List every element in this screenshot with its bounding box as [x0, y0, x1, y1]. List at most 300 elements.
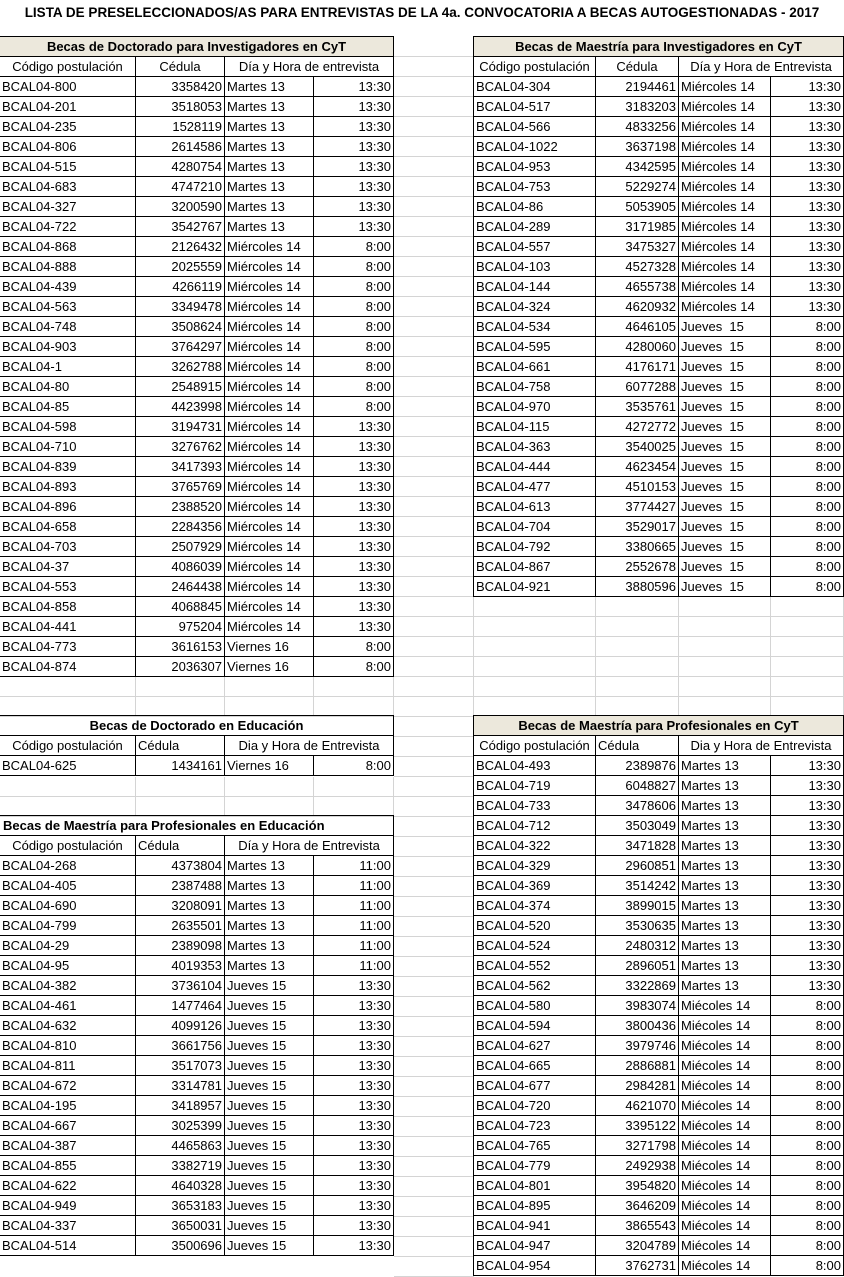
cell-cedula: 4646105 — [596, 317, 679, 337]
cell-codigo: BCAL04-566 — [474, 117, 596, 137]
grid-cell — [136, 677, 225, 697]
grid-cell — [394, 137, 474, 157]
cell-dia: Miércoles 14 — [225, 477, 314, 497]
cell-hora: 13:30 — [314, 1056, 394, 1076]
cell-dia: Martes 13 — [225, 197, 314, 217]
cell-hora: 8:00 — [771, 317, 844, 337]
cell-hora: 8:00 — [771, 377, 844, 397]
grid-cell — [394, 857, 474, 877]
cell-dia: Martes 13 — [225, 856, 314, 876]
cell-dia: Jueves 15 — [679, 357, 771, 377]
cell-hora: 8:00 — [771, 1236, 844, 1256]
cell-cedula: 3358420 — [136, 77, 225, 97]
cell-hora: 13:30 — [314, 1156, 394, 1176]
cell-cedula: 3395122 — [596, 1116, 679, 1136]
cell-cedula: 2480312 — [596, 936, 679, 956]
cell-codigo: BCAL04-858 — [0, 597, 136, 617]
cell-cedula: 3194731 — [136, 417, 225, 437]
grid-cell — [225, 677, 314, 697]
cell-codigo: BCAL04-719 — [474, 776, 596, 796]
grid-cell — [394, 57, 474, 77]
cell-dia: Miércoles 14 — [679, 157, 771, 177]
cell-codigo: BCAL04-779 — [474, 1156, 596, 1176]
cell-hora: 8:00 — [314, 237, 394, 257]
cell-dia: Miércoles 14 — [679, 277, 771, 297]
grid-cell — [394, 77, 474, 97]
cell-dia: Martes 13 — [679, 896, 771, 916]
cell-hora: 8:00 — [314, 637, 394, 657]
cell-hora: 13:30 — [314, 1116, 394, 1136]
cell-cedula: 4620932 — [596, 297, 679, 317]
page-title: LISTA DE PRESELECCIONADOS/AS PARA ENTREVISTAS DE LA 4a. CONVOCATORIA A BECAS AUTOGESTIONADAS - 2017 — [24, 5, 820, 20]
cell-codigo: BCAL04-115 — [474, 417, 596, 437]
cell-cedula: 3800436 — [596, 1016, 679, 1036]
grid-cell — [596, 677, 679, 697]
cell-hora: 13:30 — [314, 117, 394, 137]
cell-dia: Jueves 15 — [679, 397, 771, 417]
cell-hora: 13:30 — [314, 617, 394, 637]
cell-dia: Jueves 15 — [679, 537, 771, 557]
cell-codigo: BCAL04-327 — [0, 197, 136, 217]
grid-cell — [394, 497, 474, 517]
cell-hora: 8:00 — [771, 1076, 844, 1096]
table-title: Becas de Maestría para Investigadores en CyT — [474, 37, 844, 57]
cell-dia: Viernes 16 — [225, 756, 314, 776]
cell-dia: Miércoles 14 — [225, 297, 314, 317]
cell-cedula: 2507929 — [136, 537, 225, 557]
cell-hora: 13:30 — [771, 936, 844, 956]
cell-cedula: 3508624 — [136, 317, 225, 337]
grid-cell — [394, 917, 474, 937]
cell-hora: 8:00 — [314, 257, 394, 277]
column-header-codigo: Código postulación — [0, 57, 136, 77]
grid-cell — [394, 897, 474, 917]
cell-codigo: BCAL04-329 — [474, 856, 596, 876]
grid-cell — [394, 797, 474, 817]
cell-dia: Martes 13 — [225, 876, 314, 896]
cell-dia: Jueves 15 — [225, 976, 314, 996]
cell-codigo: BCAL04-86 — [474, 197, 596, 217]
cell-codigo: BCAL04-888 — [0, 257, 136, 277]
grid-cell — [394, 357, 474, 377]
cell-hora: 13:30 — [771, 137, 844, 157]
cell-hora: 13:30 — [771, 836, 844, 856]
cell-codigo: BCAL04-792 — [474, 537, 596, 557]
cell-cedula: 3380665 — [596, 537, 679, 557]
grid-cell — [679, 637, 771, 657]
cell-hora: 13:30 — [314, 1236, 394, 1256]
cell-dia: Jueves 15 — [679, 317, 771, 337]
grid-cell — [394, 817, 474, 837]
cell-cedula: 2464438 — [136, 577, 225, 597]
cell-dia: Martes 13 — [679, 856, 771, 876]
cell-dia: Miércoles 14 — [679, 137, 771, 157]
cell-cedula: 3417393 — [136, 457, 225, 477]
cell-cedula: 1434161 — [136, 756, 225, 776]
cell-cedula: 3865543 — [596, 1216, 679, 1236]
cell-cedula: 4266119 — [136, 277, 225, 297]
cell-dia: Miércoles 14 — [225, 317, 314, 337]
cell-cedula: 4086039 — [136, 557, 225, 577]
cell-hora: 8:00 — [314, 297, 394, 317]
cell-cedula: 2194461 — [596, 77, 679, 97]
grid-cell — [394, 297, 474, 317]
cell-dia: Jueves 15 — [679, 477, 771, 497]
grid-cell — [394, 837, 474, 857]
cell-hora: 13:30 — [771, 976, 844, 996]
cell-cedula: 3661756 — [136, 1036, 225, 1056]
grid-cell — [394, 717, 474, 737]
cell-cedula: 3983074 — [596, 996, 679, 1016]
cell-codigo: BCAL04-801 — [474, 1176, 596, 1196]
cell-hora: 13:30 — [314, 197, 394, 217]
cell-codigo: BCAL04-514 — [0, 1236, 136, 1256]
cell-hora: 11:00 — [314, 916, 394, 936]
cell-cedula: 3314781 — [136, 1076, 225, 1096]
cell-dia: Martes 13 — [679, 876, 771, 896]
cell-codigo: BCAL04-520 — [474, 916, 596, 936]
cell-dia: Martes 13 — [679, 976, 771, 996]
grid-cell — [596, 597, 679, 617]
cell-cedula: 6077288 — [596, 377, 679, 397]
column-header-codigo: Código postulación — [0, 736, 136, 756]
cell-hora: 13:30 — [771, 257, 844, 277]
cell-hora: 13:30 — [314, 1016, 394, 1036]
grid-cell — [314, 697, 394, 717]
cell-codigo: BCAL04-405 — [0, 876, 136, 896]
cell-cedula: 3514242 — [596, 876, 679, 896]
grid-cell — [394, 537, 474, 557]
cell-dia: Martes 13 — [225, 77, 314, 97]
cell-codigo: BCAL04-595 — [474, 337, 596, 357]
grid-cell — [596, 617, 679, 637]
cell-dia: Miércoles 14 — [225, 457, 314, 477]
cell-cedula: 4510153 — [596, 477, 679, 497]
cell-dia: Miércoles 14 — [225, 337, 314, 357]
cell-dia: Viernes 16 — [225, 657, 314, 677]
cell-cedula: 3322869 — [596, 976, 679, 996]
cell-cedula: 3271798 — [596, 1136, 679, 1156]
grid-cell — [771, 597, 844, 617]
cell-cedula: 3262788 — [136, 357, 225, 377]
cell-dia: Viernes 16 — [225, 637, 314, 657]
cell-dia: Miércoles 14 — [225, 517, 314, 537]
cell-hora: 11:00 — [314, 896, 394, 916]
cell-cedula: 2886881 — [596, 1056, 679, 1076]
grid-cell — [394, 1197, 474, 1217]
cell-codigo: BCAL04-1022 — [474, 137, 596, 157]
cell-cedula: 3382719 — [136, 1156, 225, 1176]
cell-cedula: 2960851 — [596, 856, 679, 876]
cell-codigo: BCAL04-690 — [0, 896, 136, 916]
cell-hora: 13:30 — [314, 996, 394, 1016]
cell-codigo: BCAL04-810 — [0, 1036, 136, 1056]
cell-codigo: BCAL04-800 — [0, 77, 136, 97]
cell-hora: 11:00 — [314, 856, 394, 876]
grid-cell — [394, 1117, 474, 1137]
cell-hora: 8:00 — [314, 657, 394, 677]
cell-hora: 13:30 — [314, 477, 394, 497]
cell-codigo: BCAL04-665 — [474, 1056, 596, 1076]
cell-dia: Jueves 15 — [679, 457, 771, 477]
grid-cell — [314, 677, 394, 697]
cell-dia: Miércoles 14 — [679, 77, 771, 97]
cell-hora: 8:00 — [771, 397, 844, 417]
cell-cedula: 2284356 — [136, 517, 225, 537]
cell-dia: Miércoles 14 — [679, 257, 771, 277]
cell-hora: 8:00 — [314, 317, 394, 337]
cell-cedula: 2552678 — [596, 557, 679, 577]
cell-codigo: BCAL04-563 — [0, 297, 136, 317]
cell-codigo: BCAL04-953 — [474, 157, 596, 177]
cell-dia: Miécoles 14 — [679, 1096, 771, 1116]
cell-cedula: 2984281 — [596, 1076, 679, 1096]
grid-cell — [394, 957, 474, 977]
grid-cell — [314, 797, 394, 817]
grid-cell — [474, 637, 596, 657]
cell-cedula: 4640328 — [136, 1176, 225, 1196]
cell-dia: Miércoles 14 — [225, 617, 314, 637]
grid-cell — [394, 1017, 474, 1037]
column-header-cedula: Cédula — [596, 57, 679, 77]
grid-cell — [394, 177, 474, 197]
cell-hora: 13:30 — [771, 117, 844, 137]
cell-hora: 13:30 — [771, 77, 844, 97]
grid-cell — [225, 697, 314, 717]
cell-codigo: BCAL04-37 — [0, 557, 136, 577]
cell-hora: 8:00 — [771, 1196, 844, 1216]
cell-cedula: 2635501 — [136, 916, 225, 936]
grid-cell — [136, 777, 225, 797]
cell-cedula: 4623454 — [596, 457, 679, 477]
cell-hora: 8:00 — [771, 1056, 844, 1076]
grid-cell — [474, 657, 596, 677]
cell-codigo: BCAL04-534 — [474, 317, 596, 337]
cell-cedula: 4527328 — [596, 257, 679, 277]
cell-dia: Miécoles 14 — [679, 1116, 771, 1136]
cell-codigo: BCAL04-704 — [474, 517, 596, 537]
cell-dia: Miércoles 14 — [225, 277, 314, 297]
cell-codigo: BCAL04-517 — [474, 97, 596, 117]
grid-cell — [394, 997, 474, 1017]
grid-cell — [394, 677, 474, 697]
grid-cell — [394, 97, 474, 117]
cell-cedula: 4280754 — [136, 157, 225, 177]
cell-hora: 13:30 — [771, 856, 844, 876]
cell-dia: Miécoles 14 — [679, 1196, 771, 1216]
grid-cell — [771, 637, 844, 657]
cell-codigo: BCAL04-304 — [474, 77, 596, 97]
grid-cell — [679, 697, 771, 717]
cell-dia: Martes 13 — [225, 157, 314, 177]
cell-dia: Jueves 15 — [225, 1116, 314, 1136]
cell-codigo: BCAL04-625 — [0, 756, 136, 776]
cell-codigo: BCAL04-896 — [0, 497, 136, 517]
cell-codigo: BCAL04-632 — [0, 1016, 136, 1036]
cell-hora: 13:30 — [771, 756, 844, 776]
grid-cell — [394, 877, 474, 897]
cell-hora: 11:00 — [314, 936, 394, 956]
cell-dia: Martes 13 — [679, 936, 771, 956]
grid-cell — [394, 277, 474, 297]
cell-cedula: 3471828 — [596, 836, 679, 856]
cell-hora: 8:00 — [771, 996, 844, 1016]
cell-cedula: 3171985 — [596, 217, 679, 237]
cell-cedula: 3535761 — [596, 397, 679, 417]
table-title: Becas de Maestría para Profesionales en CyT — [474, 716, 844, 736]
cell-cedula: 3349478 — [136, 297, 225, 317]
cell-hora: 13:30 — [314, 1096, 394, 1116]
cell-codigo: BCAL04-677 — [474, 1076, 596, 1096]
cell-cedula: 1477464 — [136, 996, 225, 1016]
grid-cell — [394, 1077, 474, 1097]
cell-dia: Martes 13 — [225, 97, 314, 117]
grid-cell — [394, 157, 474, 177]
cell-cedula: 3183203 — [596, 97, 679, 117]
grid-cell — [394, 477, 474, 497]
cell-cedula: 3765769 — [136, 477, 225, 497]
grid-cell — [394, 1157, 474, 1177]
cell-dia: Miércoles 14 — [679, 197, 771, 217]
cell-hora: 13:30 — [314, 597, 394, 617]
cell-dia: Miécoles 14 — [679, 1156, 771, 1176]
cell-hora: 13:30 — [771, 896, 844, 916]
cell-codigo: BCAL04-710 — [0, 437, 136, 457]
column-header-cedula: Cédula — [136, 736, 225, 756]
grid-cell — [394, 337, 474, 357]
cell-codigo: BCAL04-895 — [474, 1196, 596, 1216]
cell-codigo: BCAL04-622 — [0, 1176, 136, 1196]
cell-codigo: BCAL04-712 — [474, 816, 596, 836]
cell-hora: 13:30 — [771, 177, 844, 197]
cell-cedula: 3475327 — [596, 237, 679, 257]
cell-hora: 13:30 — [314, 1036, 394, 1056]
grid-cell — [394, 1037, 474, 1057]
cell-dia: Miércoles 14 — [679, 217, 771, 237]
cell-cedula: 4423998 — [136, 397, 225, 417]
cell-dia: Martes 13 — [679, 836, 771, 856]
cell-hora: 13:30 — [771, 816, 844, 836]
cell-codigo: BCAL04-557 — [474, 237, 596, 257]
cell-hora: 8:00 — [771, 357, 844, 377]
cell-dia: Miécoles 14 — [679, 1056, 771, 1076]
cell-dia: Miécoles 14 — [679, 996, 771, 1016]
grid-cell — [394, 1097, 474, 1117]
cell-cedula: 3736104 — [136, 976, 225, 996]
cell-dia: Miércoles 14 — [225, 397, 314, 417]
cell-dia: Miércoles 14 — [225, 417, 314, 437]
grid-cell — [394, 457, 474, 477]
grid-cell — [394, 417, 474, 437]
cell-cedula: 3276762 — [136, 437, 225, 457]
cell-dia: Jueves 15 — [225, 1176, 314, 1196]
cell-codigo: BCAL04-1 — [0, 357, 136, 377]
cell-hora: 8:00 — [771, 557, 844, 577]
cell-hora: 8:00 — [771, 1016, 844, 1036]
cell-dia: Jueves 15 — [679, 377, 771, 397]
grid-cell — [394, 657, 474, 677]
cell-codigo: BCAL04-324 — [474, 297, 596, 317]
cell-dia: Miécoles 14 — [679, 1076, 771, 1096]
cell-dia: Miércoles 14 — [225, 497, 314, 517]
cell-cedula: 3762731 — [596, 1256, 679, 1276]
grid-cell — [596, 657, 679, 677]
cell-cedula: 3899015 — [596, 896, 679, 916]
cell-cedula: 2388520 — [136, 497, 225, 517]
cell-cedula: 975204 — [136, 617, 225, 637]
grid-cell — [394, 617, 474, 637]
grid-cell — [394, 317, 474, 337]
cell-codigo: BCAL04-444 — [474, 457, 596, 477]
cell-dia: Miércoles 14 — [225, 577, 314, 597]
grid-cell — [225, 797, 314, 817]
grid-cell — [394, 737, 474, 757]
cell-dia: Jueves 15 — [225, 1156, 314, 1176]
grid-cell — [394, 237, 474, 257]
cell-hora: 13:30 — [314, 217, 394, 237]
cell-hora: 8:00 — [771, 417, 844, 437]
grid-cell — [394, 1257, 474, 1277]
grid-cell — [0, 697, 136, 717]
cell-cedula: 3616153 — [136, 637, 225, 657]
cell-hora: 13:30 — [314, 517, 394, 537]
cell-cedula: 3650031 — [136, 1216, 225, 1236]
grid-cell — [0, 797, 136, 817]
grid-cell — [0, 777, 136, 797]
cell-codigo: BCAL04-201 — [0, 97, 136, 117]
cell-codigo: BCAL04-661 — [474, 357, 596, 377]
cell-cedula: 2389098 — [136, 936, 225, 956]
cell-cedula: 2492938 — [596, 1156, 679, 1176]
cell-cedula: 4373804 — [136, 856, 225, 876]
cell-cedula: 3979746 — [596, 1036, 679, 1056]
cell-dia: Martes 13 — [225, 896, 314, 916]
cell-hora: 13:30 — [771, 97, 844, 117]
cell-codigo: BCAL04-921 — [474, 577, 596, 597]
cell-dia: Miécoles 14 — [679, 1136, 771, 1156]
cell-hora: 13:30 — [771, 197, 844, 217]
cell-cedula: 4621070 — [596, 1096, 679, 1116]
cell-cedula: 2126432 — [136, 237, 225, 257]
column-header-dia-hora: Día y Hora de entrevista — [225, 57, 394, 77]
cell-cedula: 3954820 — [596, 1176, 679, 1196]
cell-hora: 8:00 — [771, 1256, 844, 1276]
cell-cedula: 3500696 — [136, 1236, 225, 1256]
cell-dia: Miércoles 14 — [225, 557, 314, 577]
cell-dia: Jueves 15 — [225, 1036, 314, 1056]
grid-cell — [596, 637, 679, 657]
cell-dia: Jueves 15 — [679, 577, 771, 597]
grid-cell — [394, 117, 474, 137]
cell-dia: Martes 13 — [679, 796, 771, 816]
column-header-cedula: Cédula — [136, 57, 225, 77]
cell-codigo: BCAL04-733 — [474, 796, 596, 816]
cell-hora: 13:30 — [314, 557, 394, 577]
cell-cedula: 3542767 — [136, 217, 225, 237]
cell-codigo: BCAL04-552 — [474, 956, 596, 976]
grid-cell — [771, 697, 844, 717]
cell-hora: 8:00 — [771, 517, 844, 537]
grid-cell — [314, 777, 394, 797]
cell-hora: 13:30 — [771, 956, 844, 976]
grid-cell — [394, 1237, 474, 1257]
cell-cedula: 4747210 — [136, 177, 225, 197]
grid-cell — [771, 677, 844, 697]
cell-cedula: 2614586 — [136, 137, 225, 157]
cell-dia: Miércoles 14 — [679, 297, 771, 317]
cell-hora: 13:30 — [314, 437, 394, 457]
cell-codigo: BCAL04-753 — [474, 177, 596, 197]
